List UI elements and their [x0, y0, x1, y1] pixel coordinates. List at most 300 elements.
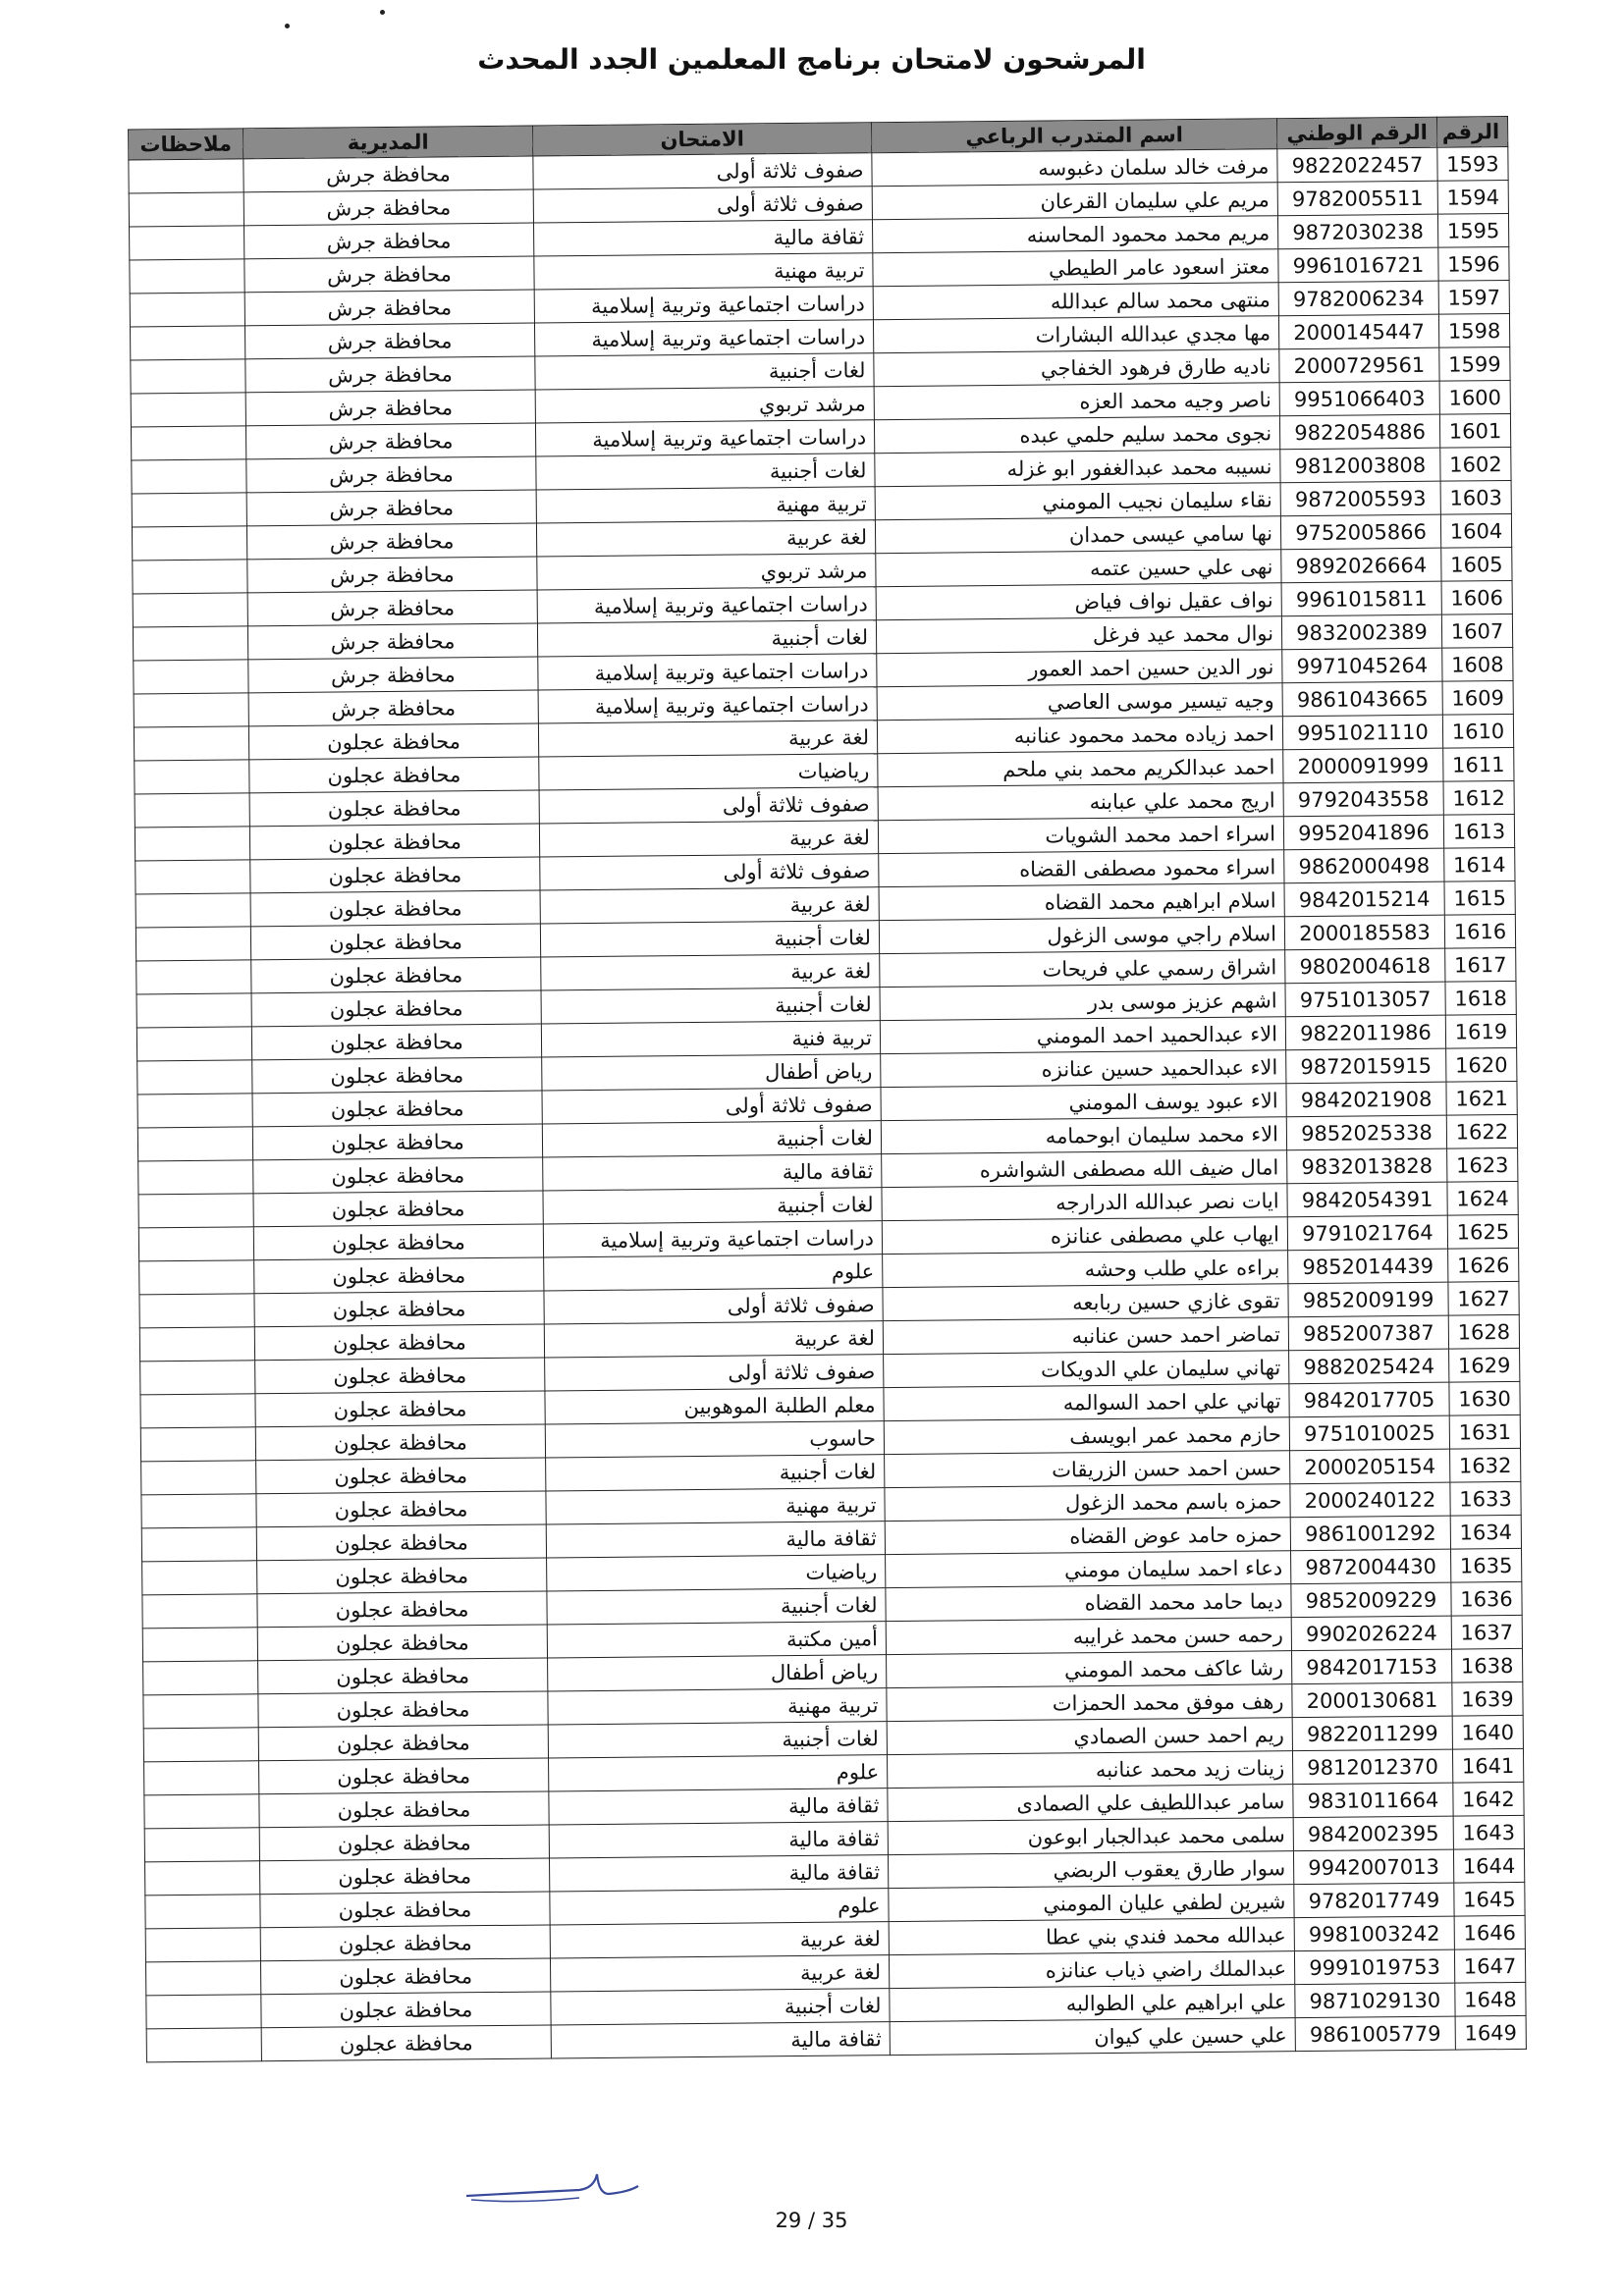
cell-national-id: 9872030238 [1277, 214, 1437, 249]
scan-dot [285, 24, 290, 28]
cell-national-id: 9792043558 [1283, 781, 1443, 817]
cell-name: مرفت خالد سلمان دغبوسه [872, 149, 1277, 187]
cell-national-id: 9971045264 [1282, 648, 1442, 683]
scan-dot [380, 10, 385, 15]
cell-number: 1608 [1442, 647, 1513, 681]
cell-notes [139, 1327, 254, 1362]
cell-number: 1621 [1446, 1081, 1517, 1115]
cell-national-id: 9752005866 [1280, 514, 1440, 550]
cell-notes [130, 226, 244, 260]
cell-name: علي ابراهيم علي الطوالبه [890, 1985, 1295, 2022]
cell-number: 1615 [1444, 881, 1515, 915]
cell-directorate: محافظة عجلون [258, 1658, 548, 1694]
cell-directorate: محافظة جرش [244, 223, 534, 259]
cell-notes [135, 927, 250, 961]
cell-directorate: محافظة جرش [245, 390, 535, 426]
cell-national-id: 9782005511 [1277, 181, 1437, 216]
cell-number: 1613 [1443, 814, 1514, 848]
cell-number: 1625 [1447, 1214, 1518, 1249]
cell-name: علي حسين علي كيوان [890, 2018, 1295, 2056]
cell-national-id: 9961016721 [1278, 247, 1438, 283]
cell-notes [135, 793, 249, 828]
cell-directorate: محافظة جرش [248, 690, 538, 726]
cell-national-id: 9782017749 [1294, 1883, 1454, 1918]
cell-number: 1605 [1441, 547, 1512, 581]
cell-directorate: محافظة عجلون [248, 723, 538, 760]
cell-national-id: 2000205154 [1290, 1449, 1450, 1484]
cell-exam: صفوف ثلاثة أولى [545, 1355, 884, 1391]
cell-national-id: 9861001292 [1290, 1516, 1450, 1551]
cell-national-id: 9981003242 [1294, 1916, 1454, 1951]
cell-directorate: محافظة جرش [248, 657, 538, 693]
cell-notes [145, 1961, 260, 1996]
cell-name: عبدالله محمد فندي بني عطا [889, 1918, 1294, 1955]
cell-name: الاء عبدالحميد احمد المومني [880, 1017, 1285, 1054]
cell-number: 1619 [1445, 1014, 1516, 1048]
cell-directorate: محافظة عجلون [255, 1358, 545, 1394]
cell-notes [141, 1527, 256, 1562]
cell-national-id: 9791021764 [1287, 1215, 1447, 1251]
cell-number: 1648 [1455, 1982, 1526, 2016]
cell-notes [137, 1060, 252, 1095]
cell-national-id: 9951066403 [1279, 381, 1439, 416]
cell-exam: لغات أجنبية [547, 1588, 886, 1625]
cell-exam: صفوف ثلاثة أولى [544, 1288, 883, 1324]
cell-name: الاء عبود يوسف المومني [881, 1084, 1286, 1121]
cell-name: براءه علي طلب وحشه [883, 1251, 1288, 1288]
candidates-table-wrapper [128, 116, 1526, 2062]
cell-number: 1638 [1451, 1648, 1522, 1682]
cell-exam: لغات أجنبية [536, 454, 875, 490]
cell-exam: ثقافة مالية [549, 1789, 888, 1825]
cell-directorate: محافظة عجلون [259, 1791, 549, 1828]
cell-directorate: محافظة عجلون [252, 1057, 542, 1094]
cell-exam: لغة عربية [550, 1955, 889, 1992]
cell-directorate: محافظة عجلون [251, 1024, 541, 1060]
cell-notes [142, 1594, 257, 1629]
cell-notes [136, 993, 251, 1028]
cell-name: احمد عبدالكريم محمد بني ملحم [878, 750, 1283, 787]
cell-number: 1642 [1453, 1782, 1524, 1816]
cell-directorate: محافظة عجلون [250, 924, 540, 960]
cell-notes [130, 293, 244, 327]
cell-notes [145, 1861, 260, 1896]
cell-directorate: محافظة عجلون [261, 2025, 551, 2061]
cell-number: 1614 [1444, 847, 1515, 881]
cell-national-id: 2000130681 [1292, 1682, 1452, 1718]
cell-national-id: 9782006234 [1278, 281, 1438, 316]
column-header-name: اسم المتدرب الرباعي [872, 119, 1277, 153]
cell-directorate: محافظة عجلون [260, 1958, 550, 1995]
cell-notes [142, 1628, 257, 1662]
cell-notes [135, 827, 249, 861]
cell-directorate: محافظة جرش [245, 423, 535, 459]
column-header-directorate: المديرية [243, 126, 533, 159]
cell-number: 1634 [1450, 1515, 1521, 1549]
cell-directorate: محافظة عجلون [258, 1691, 548, 1728]
cell-number: 1639 [1452, 1682, 1523, 1716]
cell-directorate: محافظة عجلون [255, 1391, 545, 1427]
cell-name: شيرين لطفي عليان المومني [889, 1885, 1294, 1922]
page-number: 29 / 35 [775, 2209, 848, 2232]
cell-exam: ثقافة مالية [549, 1855, 888, 1892]
cell-number: 1631 [1449, 1415, 1520, 1449]
cell-name: سامر عبداللطيف علي الصمادى [888, 1785, 1293, 1822]
candidates-table [128, 116, 1527, 2062]
cell-name: نقاء سليمان نجيب المومني [875, 483, 1280, 520]
cell-number: 1609 [1442, 680, 1513, 715]
cell-number: 1616 [1444, 914, 1515, 948]
cell-notes [143, 1661, 258, 1695]
cell-notes [145, 1895, 260, 1929]
cell-number: 1593 [1437, 146, 1508, 181]
cell-notes [130, 326, 244, 360]
cell-directorate: محافظة عجلون [252, 1091, 542, 1127]
column-header-national-id: الرقم الوطني [1277, 117, 1437, 149]
cell-national-id: 9991019753 [1294, 1949, 1454, 1985]
cell-exam: دراسات اجتماعية وتربية إسلامية [535, 420, 874, 456]
cell-notes [132, 526, 246, 561]
cell-number: 1595 [1437, 213, 1508, 247]
cell-exam: لغات أجنبية [546, 1455, 885, 1491]
cell-directorate: محافظة عجلون [249, 790, 539, 827]
cell-directorate: محافظة عجلون [257, 1625, 547, 1661]
cell-national-id: 9861005779 [1295, 2016, 1455, 2052]
cell-name: ايهاب علي مصطفى عنانزه [882, 1217, 1287, 1255]
cell-notes [133, 593, 247, 627]
cell-national-id: 9842002395 [1293, 1816, 1453, 1851]
cell-notes [134, 726, 248, 761]
cell-exam: لغة عربية [544, 1321, 883, 1358]
cell-name: حسن احمد حسن الزريقات [885, 1451, 1290, 1488]
cell-name: سلمى محمد عبدالجبار ابوعون [888, 1818, 1293, 1855]
cell-name: اسراء احمد محمد الشويات [878, 817, 1283, 854]
cell-exam: علوم [549, 1755, 888, 1791]
cell-national-id: 9751010025 [1289, 1415, 1449, 1451]
cell-exam: أمين مكتبة [547, 1622, 886, 1658]
cell-number: 1649 [1455, 2015, 1526, 2050]
cell-number: 1630 [1449, 1381, 1520, 1415]
cell-directorate: محافظة جرش [243, 156, 533, 192]
cell-number: 1594 [1437, 180, 1508, 214]
cell-number: 1610 [1442, 714, 1513, 748]
cell-name: اسراء محمود مصطفى القضاه [879, 850, 1284, 887]
cell-exam: دراسات اجتماعية وتربية إسلامية [534, 320, 873, 356]
cell-name: ديما حامد محمد القضاه [886, 1584, 1291, 1622]
cell-national-id: 9872015915 [1286, 1048, 1446, 1084]
cell-number: 1607 [1441, 614, 1512, 648]
cell-name: رحمه حسن محمد غرايبه [886, 1618, 1291, 1655]
cell-exam: لغة عربية [539, 821, 878, 857]
cell-number: 1626 [1448, 1248, 1519, 1282]
cell-exam: صفوف ثلاثة أولى [533, 187, 872, 223]
cell-directorate: محافظة جرش [244, 256, 534, 293]
cell-directorate: محافظة جرش [244, 323, 534, 359]
cell-name: سوار طارق يعقوب الربضي [888, 1851, 1293, 1889]
cell-exam: دراسات اجتماعية وتربية إسلامية [538, 654, 877, 690]
cell-exam: معلم الطلبة الموهوبين [545, 1388, 884, 1424]
cell-national-id: 9952041896 [1283, 815, 1443, 850]
cell-exam: ثقافة مالية [549, 1822, 888, 1858]
cell-number: 1627 [1448, 1281, 1519, 1315]
cell-name: الاء محمد سليمان ابوحمامه [881, 1117, 1286, 1154]
cell-exam: تربية مهنية [534, 253, 873, 290]
cell-name: حازم محمد عمر ابويسف [884, 1417, 1289, 1455]
cell-exam: لغات أجنبية [543, 1188, 882, 1224]
cell-directorate: محافظة عجلون [254, 1257, 544, 1294]
cell-exam: تربية مهنية [548, 1688, 887, 1725]
cell-directorate: محافظة عجلون [255, 1424, 545, 1461]
cell-notes [145, 1928, 260, 1962]
cell-directorate: محافظة عجلون [258, 1725, 548, 1761]
cell-exam: لغة عربية [536, 520, 875, 557]
cell-exam: دراسات اجتماعية وتربية إسلامية [538, 687, 877, 723]
cell-notes [129, 192, 243, 227]
cell-exam: لغات أجنبية [548, 1722, 887, 1758]
cell-notes [142, 1561, 257, 1595]
cell-number: 1623 [1447, 1148, 1518, 1182]
cell-national-id: 9822054886 [1279, 414, 1439, 450]
cell-name: مريم محمد محمود المحاسنه [872, 216, 1277, 253]
cell-name: وجيه تيسير موسى العاصي [877, 683, 1282, 721]
cell-notes [140, 1427, 255, 1462]
cell-national-id: 9842021908 [1286, 1082, 1446, 1117]
cell-national-id: 9861043665 [1282, 681, 1442, 717]
cell-directorate: محافظة عجلون [259, 1758, 549, 1794]
cell-number: 1637 [1451, 1615, 1522, 1649]
cell-directorate: محافظة عجلون [251, 957, 541, 993]
cell-national-id: 9802004618 [1285, 948, 1445, 984]
cell-number: 1628 [1448, 1314, 1519, 1349]
cell-exam: صفوف ثلاثة أولى [539, 787, 878, 824]
cell-number: 1644 [1453, 1848, 1524, 1883]
cell-name: دعاء احمد سليمان مومني [886, 1551, 1291, 1588]
cell-exam: ثقافة مالية [551, 2022, 890, 2058]
cell-notes [133, 626, 247, 661]
cell-notes [138, 1227, 253, 1261]
cell-notes [135, 893, 250, 928]
cell-name: نسيبه محمد عبدالغفور ابو غزله [875, 450, 1280, 487]
cell-national-id: 9842017705 [1289, 1382, 1449, 1417]
cell-exam: ثقافة مالية [543, 1154, 882, 1191]
cell-notes [131, 393, 245, 427]
cell-notes [141, 1494, 256, 1528]
cell-directorate: محافظة عجلون [256, 1458, 546, 1494]
cell-national-id: 9822011986 [1285, 1015, 1445, 1050]
cell-exam: صفوف ثلاثة أولى [540, 854, 879, 890]
cell-notes [135, 760, 249, 794]
cell-name: ناصر وجيه محمد العزه [874, 383, 1279, 420]
cell-number: 1618 [1445, 981, 1516, 1015]
cell-number: 1611 [1443, 747, 1514, 781]
cell-directorate: محافظة عجلون [249, 757, 539, 793]
cell-national-id: 9951021110 [1282, 715, 1442, 750]
cell-name: تهاني علي احمد السوالمه [884, 1384, 1289, 1421]
column-header-exam: الامتحان [533, 123, 872, 156]
cell-name: نهى علي حسين عتمه [876, 550, 1281, 587]
cell-national-id: 9852009229 [1291, 1582, 1451, 1618]
cell-name: زينات زيد محمد عنانبه [887, 1751, 1292, 1789]
cell-national-id: 9812003808 [1280, 448, 1440, 483]
cell-name: نها سامي عيسى حمدان [875, 516, 1280, 554]
cell-national-id: 9892026664 [1281, 548, 1441, 583]
cell-name: حمزه باسم محمد الزغول [885, 1484, 1290, 1522]
cell-exam: لغات أجنبية [541, 988, 880, 1024]
cell-exam: تربية مهنية [546, 1488, 885, 1524]
cell-notes [139, 1294, 254, 1328]
cell-exam: تربية فنية [541, 1021, 880, 1057]
cell-notes [137, 1094, 252, 1128]
cell-directorate: محافظة عجلون [253, 1224, 543, 1260]
cell-national-id: 9882025424 [1289, 1349, 1449, 1384]
cell-directorate: محافظة جرش [246, 456, 536, 493]
cell-notes [136, 1027, 251, 1061]
cell-directorate: محافظة جرش [247, 557, 537, 593]
cell-name: ريم احمد حسن الصمادي [887, 1718, 1292, 1755]
cell-exam: رياض أطفال [542, 1054, 881, 1091]
cell-directorate: محافظة عجلون [249, 824, 539, 860]
cell-name: رشا عاكف محمد المومني [887, 1651, 1292, 1688]
cell-directorate: محافظة عجلون [260, 1892, 550, 1928]
cell-exam: لغات أجنبية [535, 353, 874, 390]
cell-name: ايات نصر عبدالله الدرارجه [882, 1184, 1287, 1221]
cell-exam: ثقافة مالية [534, 220, 873, 256]
cell-directorate: محافظة عجلون [251, 990, 541, 1027]
cell-name: اريج محمد علي عبابنه [878, 783, 1283, 821]
cell-national-id: 9842054391 [1287, 1182, 1447, 1217]
cell-name: عبدالملك راضي ذياب عنانزه [889, 1951, 1294, 1989]
cell-notes [138, 1194, 253, 1228]
cell-national-id: 9942007013 [1293, 1849, 1453, 1885]
cell-exam: لغات أجنبية [542, 1121, 881, 1157]
cell-national-id: 2000145447 [1278, 314, 1438, 349]
cell-notes [129, 159, 243, 193]
cell-national-id: 9852007387 [1288, 1315, 1448, 1351]
cell-number: 1601 [1439, 413, 1510, 448]
cell-notes [144, 1794, 259, 1829]
cell-notes [133, 560, 247, 594]
cell-notes [134, 660, 248, 694]
cell-directorate: محافظة جرش [247, 590, 537, 626]
cell-name: تقوى غازي حسين ربابعه [883, 1284, 1288, 1321]
cell-number: 1647 [1454, 1949, 1525, 1983]
cell-directorate: محافظة جرش [246, 523, 536, 560]
cell-notes [144, 1828, 259, 1862]
cell-notes [146, 1995, 261, 2029]
cell-number: 1646 [1454, 1915, 1525, 1949]
cell-name: امال ضيف الله مصطفى الشواشره [882, 1150, 1287, 1188]
cell-national-id: 9832002389 [1281, 614, 1441, 650]
cell-name: نجوى محمد سليم حلمي عبده [874, 416, 1279, 454]
cell-national-id: 9871029130 [1295, 1983, 1455, 2018]
cell-national-id: 9822011299 [1292, 1716, 1452, 1751]
cell-national-id: 9842017153 [1291, 1649, 1451, 1684]
page-title: المرشحون لامتحان برنامج المعلمين الجدد المحدث [477, 43, 1146, 76]
cell-number: 1617 [1445, 947, 1516, 982]
cell-directorate: محافظة عجلون [260, 1858, 550, 1895]
cell-notes [131, 426, 245, 460]
cell-number: 1603 [1440, 480, 1511, 514]
cell-number: 1635 [1451, 1548, 1522, 1582]
cell-national-id: 9902026224 [1291, 1616, 1451, 1651]
cell-national-id: 9832013828 [1287, 1148, 1447, 1184]
cell-exam: صفوف ثلاثة أولى [533, 153, 872, 189]
cell-directorate: محافظة جرش [244, 290, 534, 326]
cell-national-id: 2000091999 [1283, 748, 1443, 783]
cell-exam: رياضيات [547, 1555, 886, 1591]
cell-directorate: محافظة عجلون [254, 1291, 544, 1327]
cell-number: 1602 [1440, 447, 1511, 481]
cell-directorate: محافظة عجلون [261, 1992, 551, 2028]
cell-name: مها مجدي عبدالله البشارات [873, 316, 1278, 353]
cell-directorate: محافظة عجلون [257, 1558, 547, 1594]
cell-name: اسلام راجي موسى الزغول [879, 917, 1284, 954]
cell-directorate: محافظة جرش [245, 356, 535, 393]
cell-name: الاء عبدالحميد حسين عنانزه [881, 1050, 1286, 1088]
cell-notes [139, 1260, 254, 1295]
cell-notes [137, 1127, 252, 1161]
cell-notes [131, 359, 245, 394]
cell-number: 1624 [1447, 1181, 1518, 1215]
cell-notes [146, 2028, 261, 2062]
cell-number: 1600 [1439, 380, 1510, 414]
cell-number: 1629 [1449, 1348, 1520, 1382]
cell-directorate: محافظة عجلون [260, 1925, 550, 1961]
cell-notes [141, 1461, 256, 1495]
cell-national-id: 9842015214 [1284, 881, 1444, 917]
cell-exam: دراسات اجتماعية وتربية إسلامية [543, 1221, 882, 1257]
cell-name: اسلام ابراهيم محمد القضاه [879, 883, 1284, 921]
cell-name: نواف عقيل نواف فياض [876, 583, 1281, 620]
cell-name: تهاني سليمان علي الدويكات [884, 1351, 1289, 1388]
column-header-notes: ملاحظات [129, 129, 243, 160]
cell-national-id: 9961015811 [1281, 581, 1441, 616]
cell-notes [134, 693, 248, 727]
cell-exam: لغة عربية [541, 954, 880, 990]
cell-national-id: 9852025338 [1286, 1115, 1446, 1150]
cell-name: منتهى محمد سالم عبدالله [873, 283, 1278, 320]
cell-national-id: 9751013057 [1285, 982, 1445, 1017]
cell-notes [136, 960, 251, 994]
cell-number: 1633 [1450, 1481, 1521, 1516]
cell-notes [130, 259, 244, 294]
cell-directorate: محافظة عجلون [259, 1825, 549, 1861]
cell-number: 1596 [1438, 246, 1509, 281]
cell-name: اشهم عزيز موسى بدر [880, 984, 1285, 1021]
column-header-number: الرقم [1437, 116, 1508, 147]
cell-number: 1598 [1438, 313, 1509, 347]
cell-directorate: محافظة جرش [247, 623, 537, 660]
cell-directorate: محافظة جرش [243, 189, 533, 226]
cell-exam: علوم [550, 1889, 889, 1925]
cell-exam: لغة عربية [540, 887, 879, 924]
cell-name: حمزه حامد عوض القضاه [885, 1518, 1290, 1555]
cell-national-id: 9852014439 [1288, 1249, 1448, 1284]
cell-national-id: 9872004430 [1291, 1549, 1451, 1584]
cell-exam: دراسات اجتماعية وتربية إسلامية [537, 587, 876, 623]
cell-national-id: 9872005593 [1280, 481, 1440, 516]
cell-national-id: 2000240122 [1290, 1482, 1450, 1518]
cell-number: 1622 [1446, 1114, 1517, 1148]
cell-notes [143, 1694, 258, 1729]
cell-notes [135, 860, 250, 894]
cell-number: 1597 [1438, 280, 1509, 314]
cell-name: تماضر احمد حسن عنانبه [883, 1317, 1288, 1355]
cell-name: اشراق رسمي علي فريحات [880, 950, 1285, 988]
cell-exam: مرشد تربوي [537, 554, 876, 590]
cell-exam: لغات أجنبية [537, 620, 876, 657]
cell-exam: لغات أجنبية [551, 1989, 890, 2025]
